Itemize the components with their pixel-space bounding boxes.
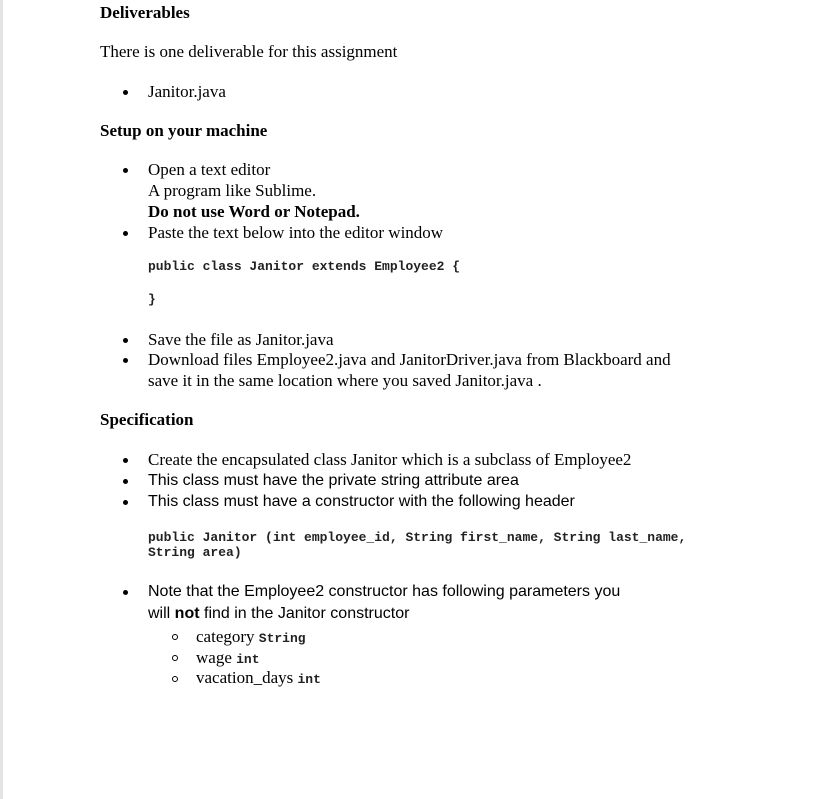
setup-step-paste: Paste the text below into the editor window <box>148 223 444 242</box>
setup-step-open-editor: Open a text editor <box>148 160 271 179</box>
param-type: int <box>297 672 321 687</box>
param-item <box>196 667 321 690</box>
bullet-icon <box>123 231 128 236</box>
code-closing-brace: } <box>148 292 156 307</box>
param-name: wage <box>196 648 232 667</box>
setup-step-program-like: A program like Sublime. <box>148 181 317 200</box>
sub-bullet-icon <box>172 676 178 682</box>
setup-step-download-line1: Download files Employee2.java and JanitorDriver.java from Blackboard and <box>148 350 671 369</box>
code-constructor-line2: String area) <box>148 545 242 560</box>
note-text-post: find in the Janitor constructor <box>199 605 410 622</box>
note-text-emphasis: not <box>174 605 200 622</box>
setup-heading: Setup on your machine <box>100 121 268 140</box>
note-text-pre: will <box>148 605 175 622</box>
sub-bullet-icon <box>172 634 178 640</box>
code-class-declaration: public class Janitor extends Employee2 { <box>148 259 461 274</box>
spec-item-attribute: This class must have the private string attribute area <box>148 472 519 489</box>
spec-item-note-line2 <box>148 603 409 624</box>
param-name: vacation_days <box>196 668 294 687</box>
bullet-icon <box>123 338 128 343</box>
bullet-icon <box>123 479 128 484</box>
bullet-icon <box>123 458 128 463</box>
spec-item-note-line1: Note that the Employee2 constructor has following parameters you <box>148 583 621 600</box>
code-constructor-line1: public Janitor (int employee_id, String first_name, String last_name, <box>148 530 687 545</box>
spec-item-constructor: This class must have a constructor with the following header <box>148 493 575 510</box>
deliverables-heading: Deliverables <box>100 3 190 22</box>
setup-step-download-line2: save it in the same location where you saved Janitor.java . <box>148 371 542 390</box>
specification-heading: Specification <box>100 410 194 429</box>
bullet-icon <box>123 500 128 505</box>
param-type: int <box>236 652 260 667</box>
setup-step-save: Save the file as Janitor.java <box>148 330 334 349</box>
param-item <box>196 626 306 649</box>
deliverables-intro: There is one deliverable for this assignment <box>100 42 398 61</box>
sub-bullet-icon <box>172 655 178 661</box>
setup-step-warning: Do not use Word or Notepad. <box>148 202 360 221</box>
param-name: category <box>196 627 255 646</box>
bullet-icon <box>123 90 128 95</box>
bullet-icon <box>123 590 128 595</box>
deliverable-item: Janitor.java <box>148 82 226 101</box>
param-type: String <box>258 631 306 646</box>
bullet-icon <box>123 168 128 173</box>
spec-item-subclass: Create the encapsulated class Janitor which is a subclass of Employee2 <box>148 450 632 469</box>
bullet-icon <box>123 358 128 363</box>
